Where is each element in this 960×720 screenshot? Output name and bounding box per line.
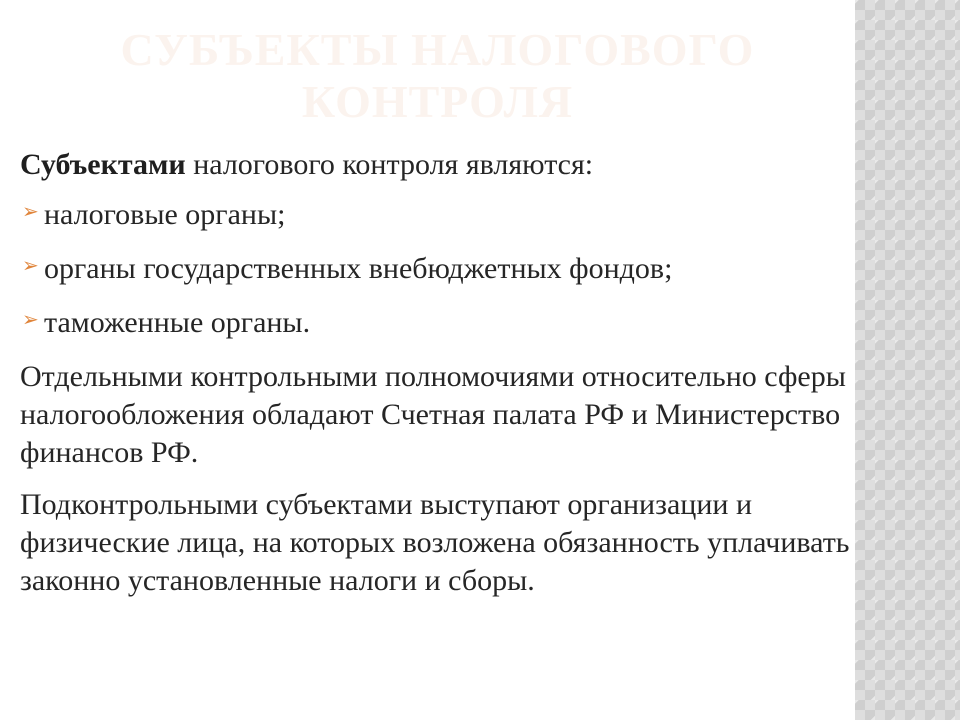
bullet-item-extra-budgetary-funds <box>20 250 850 290</box>
bullet-text: таможенные органы. <box>44 306 311 339</box>
bullet-item-customs <box>20 304 850 344</box>
slide-content <box>20 146 850 614</box>
arrow-bullet-icon: ➢ <box>22 199 39 223</box>
bullet-item-tax-authorities <box>20 196 850 236</box>
paragraph-control-powers: Отдельными контрольными полномочиями относительно сферы налогообложения обладают Счетная палата РФ и Министерство финансов РФ. <box>20 360 846 469</box>
decorative-side-pattern <box>855 0 960 720</box>
paragraph-controlled-subjects: Подконтрольными субъектами выступают организации и физические лица, на которых возложена обязанность уплачивать законно установленные налоги и сборы. <box>20 488 850 597</box>
bullet-text: налоговые органы; <box>44 198 286 231</box>
intro-bold-term: Субъектами <box>20 148 186 181</box>
arrow-bullet-icon: ➢ <box>22 307 39 331</box>
arrow-bullet-icon: ➢ <box>22 253 39 277</box>
intro-paragraph <box>20 146 850 184</box>
slide-title: СУБЪЕКТЫ НАЛОГОВОГО КОНТРОЛЯ <box>120 24 755 127</box>
bullet-text: органы государственных внебюджетных фондов; <box>44 252 673 285</box>
intro-text: налогового контроля являются: <box>185 148 594 181</box>
